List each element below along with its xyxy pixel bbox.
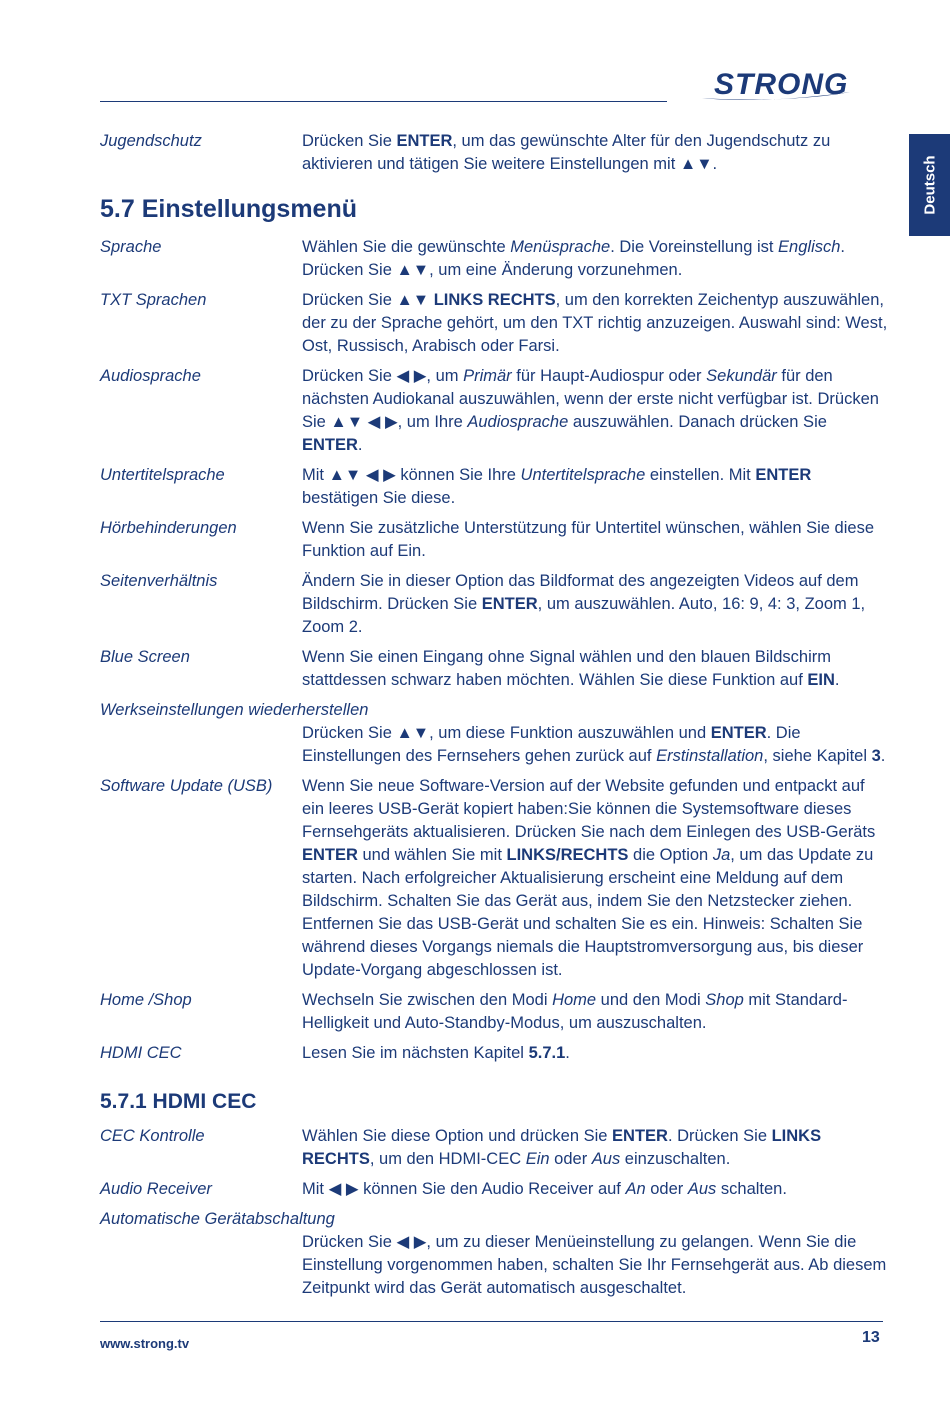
definition-row — [100, 464, 890, 510]
term-description: Drücken Sie ◀ ▶, um Primär für Haupt-Audiospur oder Sekundär für den nächsten Audiokanal auszuwählen, wenn der erste nicht verfügbar ist. Drücken Sie ▲▼ ◀ ▶, um Ihre Audiosprache auszuwählen. Danach drücken Sie ENTER. — [302, 367, 879, 454]
website-link[interactable]: www.strong.tv — [100, 1336, 190, 1351]
language-tab-label: Deutsch — [921, 155, 938, 215]
term-label: Blue Screen — [100, 648, 190, 666]
term-description: Wenn Sie neue Software-Version auf der Website gefunden und entpackt auf ein leeres USB-Gerät kopiert haben:Sie können die Systemsoftware dieses Fernsehgeräts aktualisieren. Drücken Sie nach dem Einlegen des USB-Geräts ENTER und wählen Sie mit LINKS/RECHTS die Option Ja, um das Update zu starten. Nach erfolgreicher Aktualisierung erscheint eine Meldung auf dem Bildschirm. Schalten Sie das Gerät aus, indem Sie den Netzstecker ziehen. Entfernen Sie das USB-Gerät und schalten Sie es ein. Hinweis: Schalten Sie während dieses Vorgangs niemals die Hauptstromversorgung aus, bis dieser Update-Vorgang abgeschlossen ist. — [302, 777, 876, 979]
term-description: Wechseln Sie zwischen den Modi Home und den Modi Shop mit Standard-Helligkeit und Auto-Standby-Modus, um auszuschalten. — [302, 991, 848, 1032]
term-label: Untertitelsprache — [100, 466, 225, 484]
term-description: Ändern Sie in dieser Option das Bildformat des angezeigten Videos auf dem Bildschirm. Drücken Sie ENTER, um auszuwählen. Auto, 16: 9, 4: 3, Zoom 1, Zoom 2. — [302, 572, 866, 636]
strong-logo — [700, 62, 885, 104]
svg-text:STRONG: STRONG — [714, 68, 849, 101]
term-description: Drücken Sie ▲▼ LINKS RECHTS, um den korrekten Zeichentyp auszuwählen, der zu der Sprache gehört, um den TXT richtig anzuzeigen. Auswahl sind: West, Ost, Russisch, Arabisch oder Farsi. — [302, 291, 888, 355]
footer-rule — [100, 1321, 883, 1322]
definition-row — [100, 989, 890, 1035]
term-label: Seitenverhältnis — [100, 572, 218, 590]
term-description: Wenn Sie zusätzliche Unterstützung für Untertitel wünschen, wählen Sie diese Funktion auf Ein. — [302, 519, 874, 560]
definition-row — [100, 1042, 890, 1065]
definition-row — [100, 289, 890, 358]
term-description: Wählen Sie diese Option und drücken Sie ENTER. Drücken Sie LINKS RECHTS, um den HDMI-CEC Ein oder Aus einzuschalten. — [302, 1127, 822, 1168]
settings-list — [100, 775, 890, 1065]
term-label: Jugendschutz — [100, 132, 202, 150]
page-number: 13 — [862, 1329, 880, 1346]
header-rule — [100, 101, 667, 102]
term-label: Sprache — [100, 238, 162, 256]
definition-row — [100, 365, 890, 457]
term-label: Hörbehinderungen — [100, 519, 237, 537]
term-label: HDMI CEC — [100, 1044, 182, 1062]
definition-row — [100, 1178, 890, 1201]
subsection-heading: 5.7.1 HDMI CEC — [100, 1090, 257, 1113]
settings-list — [100, 236, 890, 692]
language-tab — [909, 134, 950, 236]
definition-row — [100, 646, 890, 692]
term-label: TXT Sprachen — [100, 291, 207, 309]
hdmi-cec-list — [100, 1125, 890, 1201]
term-label: Software Update (USB) — [100, 777, 273, 795]
definition-row — [100, 517, 890, 563]
term-description: Lesen Sie im nächsten Kapitel 5.7.1. — [302, 1044, 570, 1062]
page-content — [100, 130, 890, 1307]
term-description: Drücken Sie ▲▼, um diese Funktion auszuwählen und ENTER. Die Einstellungen des Fernsehers gehen zurück auf Erstinstallation, siehe Kapitel 3. — [302, 724, 886, 765]
term-label: Home /Shop — [100, 991, 192, 1009]
definition-row — [100, 1125, 890, 1171]
definition-row — [100, 570, 890, 639]
definition-row — [100, 130, 890, 176]
term-label: Werkseinstellungen wiederherstellen — [100, 701, 369, 719]
term-description: Mit ▲▼ ◀ ▶ können Sie Ihre Untertitelsprache einstellen. Mit ENTER bestätigen Sie diese. — [302, 466, 812, 507]
definition-row — [100, 775, 890, 982]
term-description: Drücken Sie ◀ ▶, um zu dieser Menüeinstellung zu gelangen. Wenn Sie die Einstellung vorgenommen haben, schalten Sie Ihr Fernsehgerät aus. Ab diesem Zeitpunkt wird das Gerät automatisch ausgeschaltet. — [302, 1233, 887, 1297]
section-heading: 5.7 Einstellungsmenü — [100, 195, 358, 223]
term-label: Automatische Gerätabschaltung — [100, 1210, 335, 1228]
term-description: Mit ◀ ▶ können Sie den Audio Receiver auf An oder Aus schalten. — [302, 1180, 787, 1198]
term-label: Audiosprache — [100, 367, 201, 385]
term-description: Wenn Sie einen Eingang ohne Signal wählen und den blauen Bildschirm stattdessen schwarz haben möchten. Wählen Sie diese Funktion auf EIN. — [302, 648, 840, 689]
term-label: Audio Receiver — [100, 1180, 212, 1198]
term-label: CEC Kontrolle — [100, 1127, 205, 1145]
term-description: Drücken Sie ENTER, um das gewünschte Alter für den Jugendschutz zu aktivieren und tätigen Sie weitere Einstellungen mit ▲▼. — [302, 132, 831, 173]
term-description: Wählen Sie die gewünschte Menüsprache. Die Voreinstellung ist Englisch. Drücken Sie ▲▼, um eine Änderung vorzunehmen. — [302, 238, 846, 279]
definition-row — [100, 236, 890, 282]
